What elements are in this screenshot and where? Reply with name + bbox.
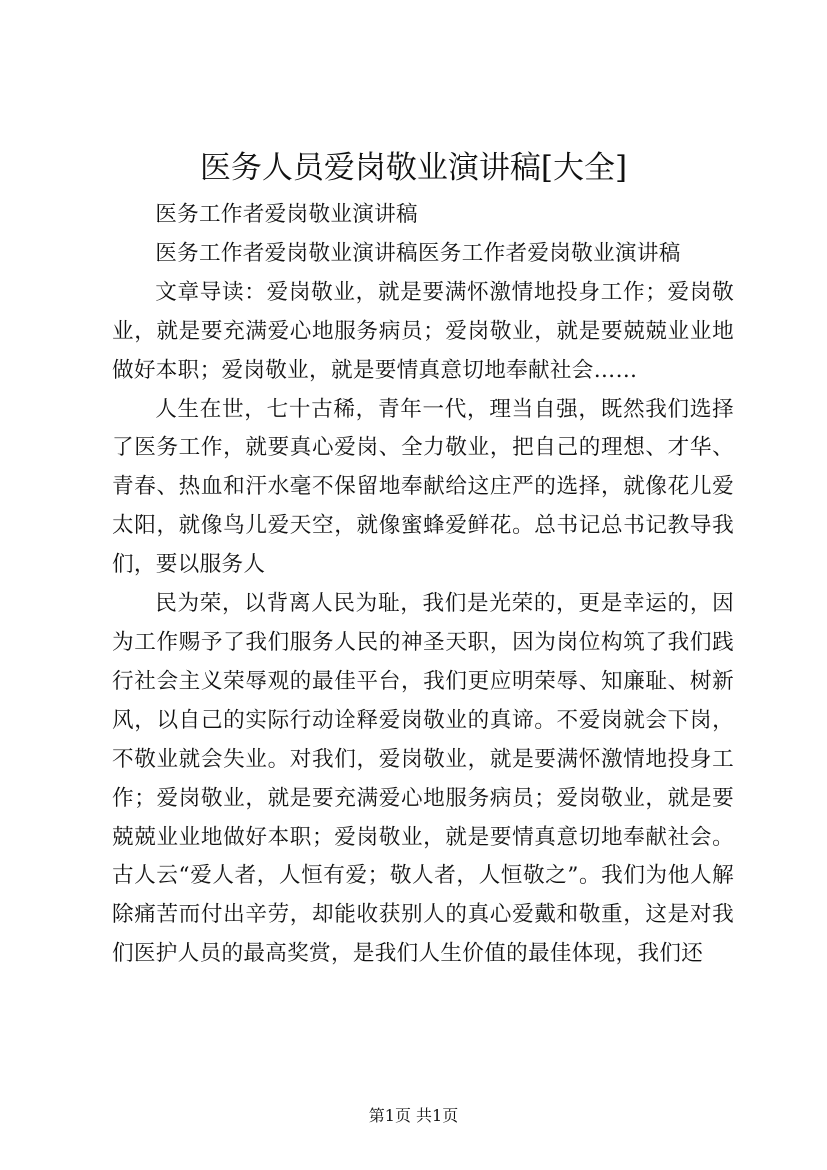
page-number-footer: 第1页 共1页	[368, 1106, 459, 1125]
document-title: 医务人员爱岗敬业演讲稿[大全]	[199, 150, 628, 186]
paragraph-body-1: 人生在世，七十古稀，青年一代，理当自强，既然我们选择了医务工作，就要真心爱岗、全力敬业，把自己的理想、才华、青春、热血和汗水毫不保留地奉献给这庄严的选择，就像花儿爱太阳，就像鸟儿爱天空，就像蜜蜂爱鲜花。总书记总书记教导我们，要以服务人	[112, 396, 734, 578]
paragraph-body-2: 民为荣，以背离人民为耻，我们是光荣的，更是幸运的，因为工作赐予了我们服务人民的神圣天职，因为岗位构筑了我们践行社会主义荣辱观的最佳平台，我们更应明荣辱、知廉耻、树新风，以自己的实际行动诠释爱岗敬业的真谛。不爱岗就会下岗，不敬业就会失业。对我们，爱岗敬业，就是要满怀激情地投身工作；爱岗敬业，就是要充满爱心地服务病员；爱岗敬业，就是要兢兢业业地做好本职；爱岗敬业，就是要情真意切地奉献社会。古人云“爱人者，人恒有爱；敬人者，人恒敬之”。我们为他人解除痛苦而付出辛劳，却能收获别人的真心爱戴和敬重，这是对我们医护人员的最高奖赏，是我们人生价值的最佳体现，我们还	[112, 591, 734, 967]
paragraph-guide: 文章导读：爱岗敬业，就是要满怀激情地投身工作；爱岗敬业，就是要充满爱心地服务病员；爱岗敬业，就是要兢兢业业地做好本职；爱岗敬业，就是要情真意切地奉献社会……	[112, 279, 734, 383]
paragraph-subtitle: 医务工作者爱岗敬业演讲稿	[155, 202, 418, 227]
document-body	[112, 196, 734, 974]
paragraph-repeated-title: 医务工作者爱岗敬业演讲稿医务工作者爱岗敬业演讲稿	[155, 240, 681, 266]
